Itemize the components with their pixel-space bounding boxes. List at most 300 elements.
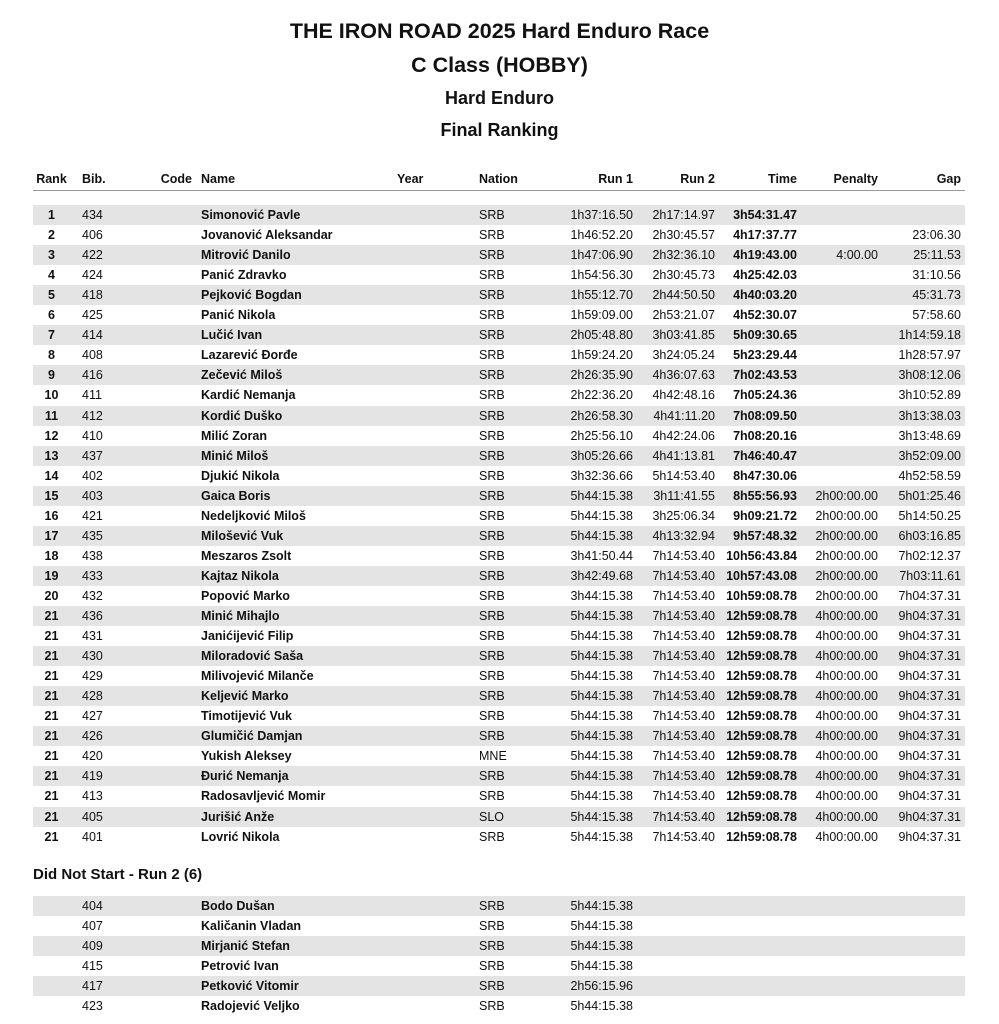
table-row [33,686,965,706]
cell-time: 5h23:29.44 [733,348,797,363]
cell-gap: 7h03:11.61 [899,568,961,583]
cell-bib: 414 [82,328,103,343]
cell-nation: SRB [479,228,505,243]
table-row [33,446,965,466]
cell-time: 12h59:08.78 [726,629,797,644]
cell-run2: 7h14:53.40 [652,709,715,724]
dns-row [33,896,965,916]
cell-rank: 3 [48,248,55,263]
cell-run1: 1h59:09.00 [570,308,633,323]
table-row [33,285,965,305]
cell-time: 5h09:30.65 [733,328,797,343]
cell-bib: 428 [82,689,103,704]
table-row [33,807,965,827]
cell-gap: 45:31.73 [912,288,961,303]
cell-run1: 3h42:49.68 [570,568,633,583]
cell-rank: 6 [48,308,55,323]
cell-bib: 436 [82,609,103,623]
cell-rank: 4 [48,268,55,283]
cell-time: 7h05:24.36 [733,388,797,403]
cell-nation: SLO [479,809,505,824]
cell-run2: 2h30:45.57 [652,228,715,243]
header-rank: Rank [36,172,67,186]
cell-gap: 9h04:37.31 [898,629,961,644]
cell-name: Janićijević Filip [201,629,294,644]
cell-name: Petrović Ivan [201,959,279,974]
cell-time: 12h59:08.78 [726,609,797,623]
cell-name: Gaica Boris [201,488,271,503]
cell-gap: 5h01:25.46 [898,488,961,503]
cell-rank: 21 [44,789,59,804]
cell-bib: 422 [82,248,103,263]
cell-run1: 5h44:15.38 [570,649,633,664]
class-title: C Class (HOBBY) [411,53,588,77]
cell-run2: 7h14:53.40 [652,729,715,744]
cell-rank: 21 [44,649,59,664]
cell-nation: SRB [479,548,505,563]
cell-time: 12h59:08.78 [726,729,797,744]
cell-name: Meszaros Zsolt [201,548,292,563]
cell-name: Minić Mihajlo [201,609,280,623]
cell-bib: 411 [82,388,102,403]
cell-bib: 426 [82,729,103,744]
cell-nation: SRB [479,468,505,483]
cell-name: Kardić Nemanja [201,388,296,403]
cell-name: Lazarević Đorđe [201,348,298,363]
cell-run2: 7h14:53.40 [652,588,715,603]
cell-nation: SRB [479,288,505,303]
cell-penalty: 2h00:00.00 [815,548,878,563]
cell-nation: SRB [479,829,505,844]
cell-run1: 5h44:15.38 [570,829,633,844]
cell-run1: 1h55:12.70 [570,288,633,303]
cell-rank: 21 [44,769,59,784]
table-row [33,586,965,606]
cell-nation: SRB [479,588,505,603]
cell-bib: 404 [82,899,103,913]
table-row [33,225,965,245]
cell-run2: 4h41:13.81 [652,448,715,463]
cell-rank: 21 [44,629,59,644]
cell-run2: 3h03:41.85 [652,328,715,343]
cell-run2: 7h14:53.40 [652,609,715,623]
dns-row [33,996,965,1016]
table-row [33,205,965,225]
cell-run1: 5h44:15.38 [570,528,633,543]
cell-time: 12h59:08.78 [726,749,797,764]
cell-gap: 9h04:37.31 [898,829,961,844]
cell-nation: SRB [479,268,505,283]
cell-run1: 5h44:15.38 [570,709,633,724]
cell-gap: 3h08:12.06 [898,368,961,383]
cell-nation: SRB [479,488,505,503]
cell-time: 4h52:30.07 [733,308,797,323]
cell-nation: SRB [479,368,505,383]
cell-gap: 31:10.56 [912,268,961,283]
header-code: Code [160,172,192,186]
cell-nation: SRB [479,959,505,974]
cell-name: Yukish Aleksey [201,749,292,764]
cell-time: 4h40:03.20 [733,288,797,303]
cell-time: 4h19:43.00 [733,248,797,263]
cell-time: 4h17:37.77 [733,228,797,243]
cell-run2: 4h13:32.94 [652,528,715,543]
cell-time: 12h59:08.78 [726,649,797,664]
cell-gap: 9h04:37.31 [898,749,961,764]
cell-time: 10h56:43.84 [726,548,797,563]
cell-name: Zečević Miloš [201,368,283,383]
cell-time: 7h46:40.47 [733,448,797,463]
cell-time: 10h59:08.78 [726,588,797,603]
cell-penalty: 4h00:00.00 [815,609,878,623]
cell-name: Nedeljković Miloš [201,508,306,523]
cell-penalty: 2h00:00.00 [815,568,878,583]
table-row [33,566,965,586]
cell-run1: 3h44:15.38 [570,588,633,603]
cell-run1: 5h44:15.38 [570,729,633,744]
table-row [33,345,965,365]
cell-run1: 1h47:06.90 [570,248,633,263]
cell-name: Mitrović Danilo [201,248,291,263]
cell-gap: 3h13:48.69 [898,428,961,443]
cell-run2: 3h11:41.55 [653,488,715,503]
cell-rank: 21 [44,729,59,744]
cell-name: Lučić Ivan [201,328,263,343]
document-titles [0,14,999,146]
cell-bib: 431 [82,629,103,644]
cell-penalty: 4:00.00 [836,248,878,263]
cell-run2: 7h14:53.40 [652,568,715,583]
cell-nation: SRB [479,709,505,724]
header-time: Time [768,172,797,186]
cell-nation: SRB [479,448,505,463]
cell-bib: 427 [82,709,103,724]
dns-row [33,956,965,976]
cell-bib: 430 [82,649,103,664]
cell-nation: SRB [479,729,505,744]
cell-nation: SRB [479,328,505,343]
cell-bib: 423 [82,999,103,1014]
cell-nation: SRB [479,919,505,934]
cell-nation: SRB [479,629,505,644]
cell-nation: SRB [479,568,505,583]
cell-nation: SRB [479,388,505,403]
cell-bib: 417 [82,979,103,994]
cell-run1: 5h44:15.38 [570,789,633,804]
cell-bib: 425 [82,308,103,323]
cell-run2: 7h14:53.40 [652,769,715,784]
table-row [33,726,965,746]
cell-rank: 11 [44,408,59,423]
cell-run1: 1h37:16.50 [570,208,633,222]
cell-run1: 5h44:15.38 [570,689,633,704]
dns-row [33,936,965,956]
header-run1: Run 1 [598,172,633,186]
cell-gap: 5h14:50.25 [898,508,961,523]
cell-name: Timotijević Vuk [201,709,293,724]
cell-time: 12h59:08.78 [726,789,797,804]
cell-bib: 438 [82,548,103,563]
header-nation: Nation [479,172,518,186]
cell-time: 12h59:08.78 [726,769,797,784]
table-row [33,766,965,786]
cell-penalty: 4h00:00.00 [815,809,878,824]
cell-nation: MNE [479,749,507,764]
cell-run1: 5h44:15.38 [570,609,633,623]
cell-penalty: 4h00:00.00 [815,649,878,664]
cell-name: Djukić Nikola [201,468,280,483]
table-row [33,406,965,426]
table-row [33,486,965,506]
cell-rank: 21 [44,609,59,623]
cell-bib: 412 [82,408,103,423]
cell-bib: 415 [82,959,103,974]
cell-time: 8h47:30.06 [733,468,797,483]
cell-nation: SRB [479,899,505,913]
cell-run2: 2h32:36.10 [652,248,715,263]
cell-gap: 9h04:37.31 [898,809,961,824]
cell-bib: 418 [82,288,103,303]
cell-run2: 7h14:53.40 [652,749,715,764]
cell-time: 12h59:08.78 [726,829,797,844]
cell-rank: 9 [48,368,55,383]
cell-rank: 8 [48,348,55,363]
cell-rank: 21 [44,709,59,724]
cell-run2: 3h25:06.34 [652,508,715,523]
table-row [33,265,965,285]
cell-run2: 4h42:24.06 [652,428,715,443]
cell-bib: 413 [82,789,103,804]
cell-bib: 416 [82,368,103,383]
cell-rank: 21 [44,829,59,844]
cell-time: 12h59:08.78 [726,709,797,724]
cell-penalty: 4h00:00.00 [815,629,878,644]
cell-run2: 2h30:45.73 [652,268,715,283]
cell-rank: 13 [44,448,59,463]
cell-time: 9h09:21.72 [733,508,797,523]
cell-rank: 2 [48,228,55,243]
cell-gap: 9h04:37.31 [898,649,961,664]
cell-run2: 7h14:53.40 [652,669,715,684]
cell-time: 9h57:48.32 [733,528,797,543]
cell-run1: 2h26:58.30 [570,408,633,423]
cell-penalty: 4h00:00.00 [815,789,878,804]
cell-bib: 432 [82,588,103,603]
cell-name: Milić Zoran [201,428,267,443]
cell-nation: SRB [479,248,505,263]
cell-name: Jovanović Aleksandar [201,228,333,243]
cell-run2: 7h14:53.40 [652,649,715,664]
cell-bib: 403 [82,488,103,503]
cell-run2: 7h14:53.40 [652,689,715,704]
cell-run1: 5h44:15.38 [570,959,633,974]
cell-run2: 2h53:21.07 [652,308,715,323]
cell-rank: 21 [44,669,59,684]
cell-bib: 435 [82,528,103,543]
cell-rank: 15 [44,488,59,503]
cell-name: Radosavljević Momir [201,789,326,804]
cell-time: 8h55:56.93 [733,488,797,503]
cell-gap: 9h04:37.31 [898,669,961,684]
dns-section-title: Did Not Start - Run 2 (6) [33,866,203,883]
cell-penalty: 2h00:00.00 [815,508,878,523]
cell-run2: 7h14:53.40 [652,629,715,644]
cell-nation: SRB [479,508,505,523]
cell-run2: 4h41:11.20 [653,408,715,423]
cell-name: Pejković Bogdan [201,288,302,303]
cell-run1: 5h44:15.38 [570,999,633,1014]
cell-nation: SRB [479,979,505,994]
cell-gap: 6h03:16.85 [898,528,961,543]
cell-rank: 16 [44,508,59,523]
cell-rank: 19 [44,568,59,583]
cell-nation: SRB [479,609,505,623]
cell-nation: SRB [479,649,505,664]
cell-name: Simonović Pavle [201,208,301,222]
cell-run1: 5h44:15.38 [570,939,633,954]
cell-bib: 424 [82,268,103,283]
cell-name: Kordić Duško [201,408,283,423]
cell-bib: 401 [82,829,103,844]
cell-name: Milošević Vuk [201,528,284,543]
cell-gap: 9h04:37.31 [898,709,961,724]
cell-bib: 408 [82,348,103,363]
cell-bib: 402 [82,468,103,483]
cell-run1: 2h22:36.20 [570,388,633,403]
cell-name: Popović Marko [201,588,290,603]
cell-run1: 3h32:36.66 [570,468,633,483]
cell-name: Panić Zdravko [201,268,287,283]
cell-name: Miloradović Saša [201,649,304,664]
cell-penalty: 2h00:00.00 [815,588,878,603]
cell-time: 7h08:09.50 [733,408,797,423]
cell-nation: SRB [479,789,505,804]
cell-run2: 7h14:53.40 [652,548,715,563]
table-row [33,506,965,526]
cell-penalty: 2h00:00.00 [815,488,878,503]
table-header [0,172,999,190]
cell-name: Panić Nikola [201,308,276,323]
cell-penalty: 4h00:00.00 [815,689,878,704]
cell-rank: 21 [44,809,59,824]
cell-nation: SRB [479,428,505,443]
cell-time: 3h54:31.47 [733,208,797,222]
cell-rank: 18 [44,548,59,563]
cell-gap: 9h04:37.31 [898,609,961,623]
cell-nation: SRB [479,348,505,363]
cell-penalty: 2h00:00.00 [815,528,878,543]
cell-nation: SRB [479,528,505,543]
cell-rank: 12 [44,428,59,443]
header-gap: Gap [936,172,961,186]
discipline-title: Hard Enduro [444,88,554,108]
cell-rank: 21 [44,749,59,764]
cell-bib: 409 [82,939,103,954]
cell-time: 7h02:43.53 [733,368,797,383]
cell-run2: 7h14:53.40 [652,789,715,804]
table-row [33,646,965,666]
table-row [33,325,965,345]
cell-bib: 405 [82,809,103,824]
cell-name: Bodo Dušan [201,899,275,913]
cell-bib: 407 [82,919,103,934]
cell-run1: 5h44:15.38 [570,629,633,644]
cell-nation: SRB [479,689,505,704]
cell-run1: 3h41:50.44 [570,548,633,563]
cell-name: Milivojević Milanče [201,669,314,684]
cell-bib: 419 [82,769,103,784]
cell-penalty: 4h00:00.00 [815,829,878,844]
table-row [33,426,965,446]
cell-penalty: 4h00:00.00 [815,769,878,784]
cell-run2: 7h14:53.40 [652,829,715,844]
cell-penalty: 4h00:00.00 [815,749,878,764]
cell-bib: 429 [82,669,103,684]
cell-bib: 420 [82,749,103,764]
cell-time: 10h57:43.08 [726,568,797,583]
table-row [33,666,965,686]
cell-run1: 2h25:56.10 [570,428,633,443]
cell-bib: 437 [82,448,103,463]
cell-run2: 4h36:07.63 [652,368,715,383]
cell-penalty: 4h00:00.00 [815,729,878,744]
cell-run1: 1h59:24.20 [570,348,633,363]
cell-run1: 5h44:15.38 [570,769,633,784]
cell-nation: SRB [479,308,505,323]
cell-name: Kaličanin Vladan [201,919,302,934]
header-divider [33,190,965,191]
cell-name: Jurišić Anže [201,809,275,824]
cell-run1: 1h46:52.20 [570,228,633,243]
header-year: Year [397,172,424,186]
cell-run1: 5h44:15.38 [570,749,633,764]
cell-name: Minić Miloš [201,448,269,463]
cell-gap: 9h04:37.31 [898,729,961,744]
header-run2: Run 2 [680,172,715,186]
cell-gap: 1h14:59.18 [898,328,961,343]
cell-run1: 5h44:15.38 [570,669,633,684]
cell-name: Lovrić Nikola [201,829,280,844]
cell-nation: SRB [479,999,505,1014]
cell-nation: SRB [479,669,505,684]
table-row [33,827,965,847]
cell-name: Petković Vitomir [201,979,299,994]
dns-row [33,976,965,996]
race-title: THE IRON ROAD 2025 Hard Enduro Race [289,19,710,43]
table-row [33,365,965,385]
cell-run1: 1h54:56.30 [570,268,633,283]
table-row [33,626,965,646]
cell-name: Keljević Marko [201,689,289,704]
table-row [33,526,965,546]
cell-run1: 5h44:15.38 [570,508,633,523]
cell-bib: 433 [82,568,103,583]
cell-penalty: 4h00:00.00 [815,669,878,684]
cell-run1: 2h05:48.80 [570,328,633,343]
table-row [33,466,965,486]
cell-run1: 3h05:26.66 [570,448,633,463]
cell-bib: 421 [82,508,103,523]
cell-bib: 406 [82,228,103,243]
cell-nation: SRB [479,208,505,222]
cell-nation: SRB [479,769,505,784]
cell-gap: 7h02:12.37 [898,548,961,563]
table-row [33,606,965,626]
cell-nation: SRB [479,408,505,423]
cell-gap: 25:11.53 [913,248,961,263]
cell-run2: 2h44:50.50 [652,288,715,303]
cell-time: 12h59:08.78 [726,809,797,824]
